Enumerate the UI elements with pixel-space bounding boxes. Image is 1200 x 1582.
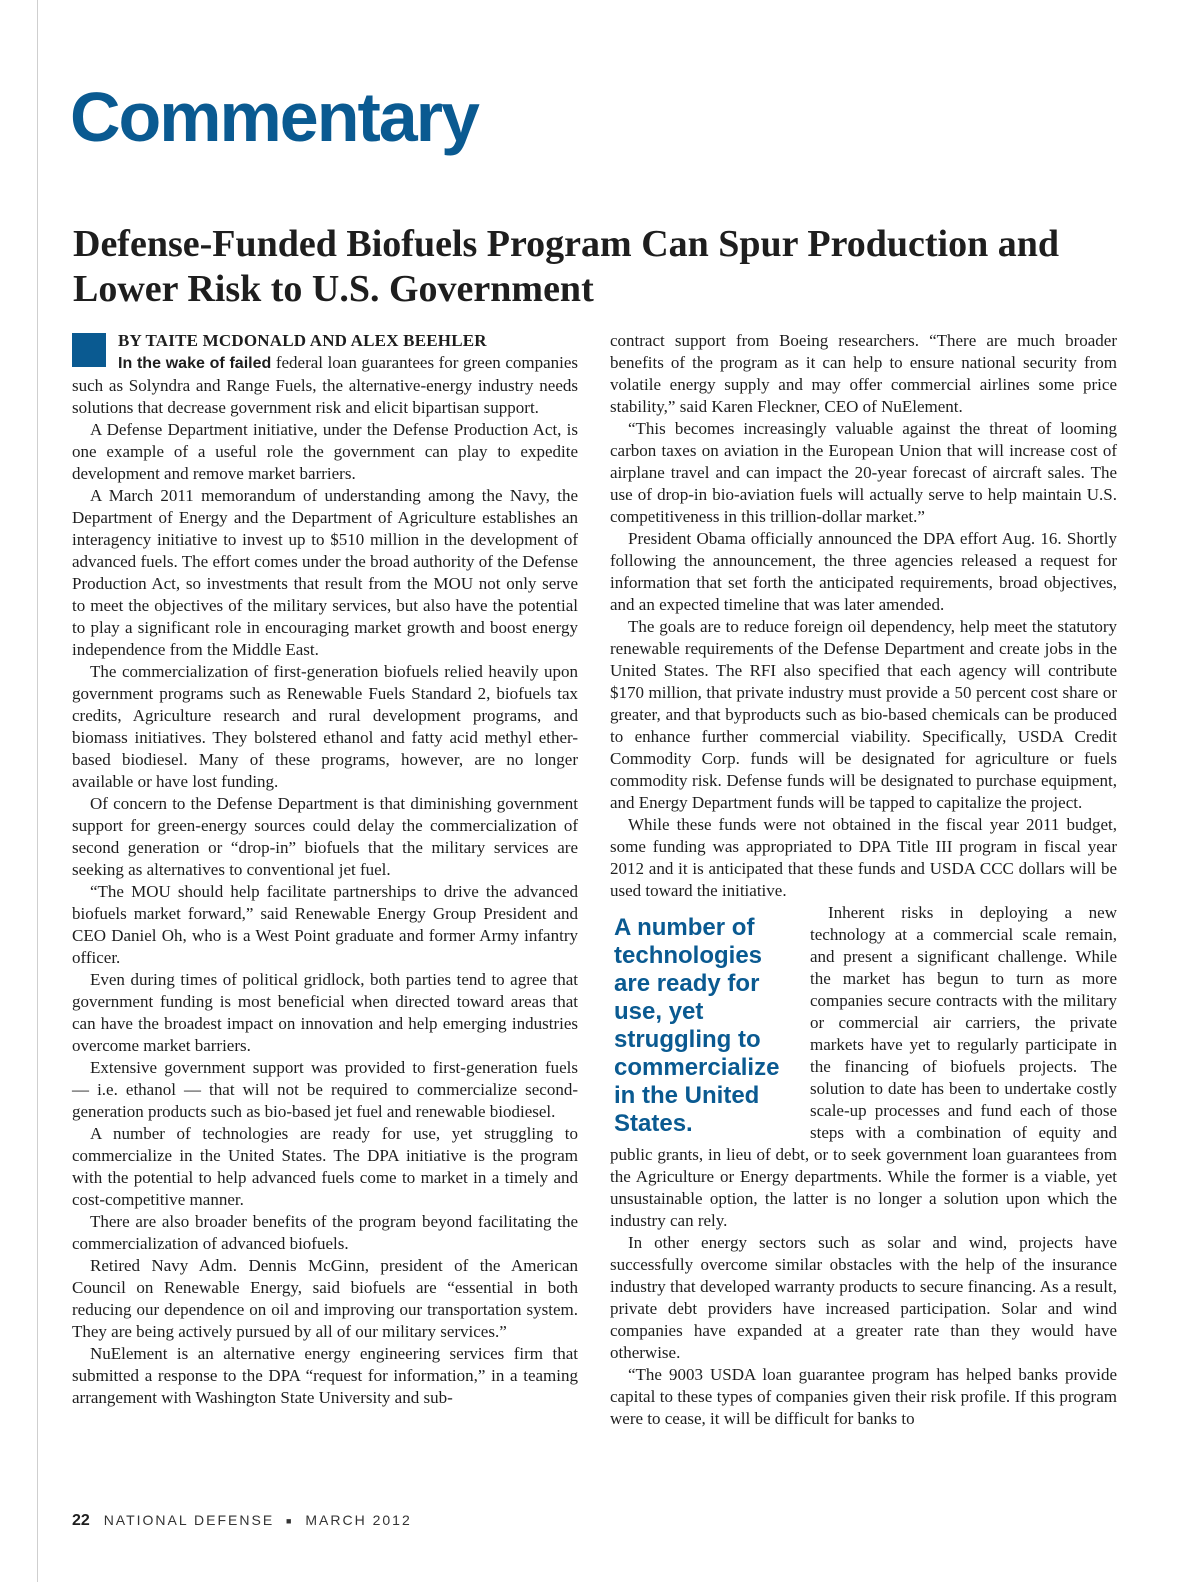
- paragraph: Inherent risks in deploying a new technology at a commercial scale remain, and present a significant challenge. While the market has begun to turn as more companies secure contracts with the military or commercial air carriers, the private markets have yet to regularly participate in the financing of biofuels projects. The solution to date has been to undertake costly scale-up processes and fund each of those steps with a combination of equity and public grants, in lieu of debt, or to seek government loan guarantees from the Agriculture or Energy departments. While the former is a viable, yet unsustainable option, the latter is no longer a solution upon which the industry can rely.: [610, 903, 1117, 1230]
- paragraph: President Obama officially announced the DPA effort Aug. 16. Shortly following the announcement, the three agencies released a request for information that set forth the anticipated requirements, broad objectives, and an expected timeline that was later amended.: [610, 529, 1117, 614]
- paragraph: A number of technologies are ready for use, yet struggling to commercialize in the United States. The DPA initiative is the program with the potential to help advanced fuels come to market in a timely and cost-competitive manner.: [72, 1124, 578, 1209]
- paragraph: The goals are to reduce foreign oil dependency, help meet the statutory renewable requirements of the Defense Department and create jobs in the United States. The RFI also specified that each agency will contribute $170 million, that private industry must provide a 50 percent cost share or greater, and that byproducts such as bio-based chemicals can be produced to enhance further commercial viability. Specifically, USDA Credit Commodity Corp. funds will be designated for agriculture or fuels commodity risk. Defense funds will be designated to purchase equipment, and Energy Department funds will be tapped to capitalize the project.: [610, 617, 1117, 812]
- lead-in: In the wake of failed: [118, 355, 272, 372]
- footer-separator: ■: [286, 1516, 294, 1527]
- paragraph: Extensive government support was provided to first-generation fuels — i.e. ethanol — that will not be required to commercialize second-generation products such as bio-based jet fuel and renewable biodiesel.: [72, 1058, 578, 1121]
- paragraph: In other energy sectors such as solar and wind, projects have successfully overcome similar obstacles with the help of the insurance industry that developed warranty products to secure financing. As a result, private debt providers have increased participation. Solar and wind companies have expanded at a greater rate than they would have otherwise.: [610, 1233, 1117, 1362]
- publication-name: NATIONAL DEFENSE: [103, 1512, 275, 1528]
- paragraph: A Defense Department initiative, under the Defense Production Act, is one example of a useful role the government can play to expedite development and remove market barriers.: [72, 420, 578, 483]
- paragraph: “The 9003 USDA loan guarantee program has helped banks provide capital to these types of companies given their risk profile. If this program were to cease, it will be difficult for banks to: [610, 1365, 1117, 1428]
- page-footer: [72, 1512, 412, 1530]
- page-margin-rule: [37, 0, 38, 1582]
- paragraph: The commercialization of first-generation biofuels relied heavily upon government programs such as Renewable Fuels Standard 2, biofuels tax credits, Agriculture research and rural development programs, and biomass initiatives. They bolstered ethanol and fatty acid methyl ether-based biodiesel. Many of these programs, however, are no longer available or have lost funding.: [72, 662, 578, 791]
- section-title: Commentary: [70, 78, 478, 156]
- paragraph: Of concern to the Defense Department is that diminishing government support for green-energy sources could delay the commercialization of second generation or “drop-in” biofuels that the military services are seeking as alternatives to conventional jet fuel.: [72, 794, 578, 879]
- paragraph: “The MOU should help facilitate partnerships to drive the advanced biofuels market forward,” said Renewable Energy Group President and CEO Daniel Oh, who is a West Point graduate and former Army infantry officer.: [72, 882, 578, 967]
- lead-paragraph: [72, 352, 578, 419]
- paragraph: “This becomes increasingly valuable against the threat of looming carbon taxes on aviation in the European Union that will increase cost of airplane travel and can impact the 20-year forecast of aircraft sales. The use of drop-in bio-aviation fuels will actually serve to help maintain U.S. competitiveness in this trillion-dollar market.”: [610, 419, 1117, 526]
- pull-quote: A number of technologies are ready for use, yet struggling to commercialize in the United States.: [614, 914, 780, 1137]
- article-column-left: [72, 330, 578, 1409]
- paragraph: contract support from Boeing researchers. “There are much broader benefits of the program as it can help to ensure national security from volatile energy supply and may offer commercial airlines some price stability,” said Karen Fleckner, CEO of NuElement.: [610, 331, 1117, 416]
- paragraph: While these funds were not obtained in the fiscal year 2011 budget, some funding was appropriated to DPA Title III program in fiscal year 2012 and it is anticipated that these funds and USDA CCC dollars will be used toward the initiative.: [610, 815, 1117, 900]
- page-number: 22: [72, 1512, 90, 1529]
- article-column-right: [610, 330, 1117, 1430]
- article-headline: Defense-Funded Biofuels Program Can Spur Production and Lower Risk to U.S. Government: [73, 223, 1059, 310]
- lead-paragraph-text: federal loan guarantees for green companies such as Solyndra and Range Fuels, the alternative-energy industry needs solutions that decrease government risk and elicit bipartisan support.: [72, 353, 579, 417]
- paragraph: There are also broader benefits of the program beyond facilitating the commercialization of advanced biofuels.: [72, 1212, 578, 1253]
- section-marker-square: [72, 333, 106, 367]
- paragraph: NuElement is an alternative energy engineering services firm that submitted a response to the DPA “request for information,” in a teaming arrangement with Washington State University and sub-: [72, 1344, 578, 1407]
- paragraph: Even during times of political gridlock, both parties tend to agree that government funding is most beneficial when directed toward areas that can have the broadest impact on innovation and help emerging industries overcome market barriers.: [72, 970, 578, 1055]
- byline: BY TAITE MCDONALD AND ALEX BEEHLER: [118, 331, 487, 350]
- paragraph: A March 2011 memorandum of understanding among the Navy, the Department of Energy and the Department of Agriculture establishes an interagency initiative to invest up to $510 million in the development of advanced fuels. The effort comes under the broad authority of the Defense Production Act, so investments that result from the MOU not only serve to meet the objectives of the military services, but also have the potential to play a significant role in encouraging market growth and boost energy independence from the Middle East.: [72, 486, 578, 659]
- issue-date: MARCH 2012: [305, 1512, 412, 1528]
- paragraph: Retired Navy Adm. Dennis McGinn, president of the American Council on Renewable Energy, said biofuels are “essential in both reducing our dependence on oil and improving our transportation system. They are being actively pursued by all of our military services.”: [72, 1256, 578, 1341]
- byline-row: [72, 330, 578, 419]
